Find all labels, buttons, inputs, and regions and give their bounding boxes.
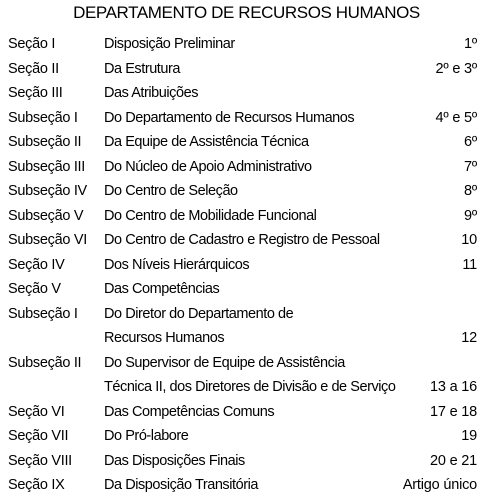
section-description: Do Diretor do Departamento de [104, 305, 294, 322]
article-reference: 9º [464, 207, 477, 224]
article-reference: 8º [464, 183, 477, 199]
toc-row [0, 57, 493, 82]
page-title: DEPARTAMENTO DE RECURSOS HUMANOS [73, 3, 420, 22]
article-reference: 12 [461, 330, 477, 346]
article-reference: 10 [461, 232, 477, 248]
article-reference: 4º e 5º [435, 109, 477, 126]
section-description: Do Núcleo de Apoio Administrativo [104, 158, 312, 175]
section-label: Subseção IV [8, 183, 87, 199]
toc-row [0, 424, 493, 449]
section-label: Subseção V [8, 207, 84, 224]
toc-row [0, 81, 493, 106]
section-label: Subseção II [8, 134, 82, 150]
section-description: Do Centro de Cadastro e Registro de Pessoal [104, 232, 380, 248]
article-reference: 19 [461, 428, 477, 444]
section-description: Da Equipe de Assistência Técnica [104, 134, 309, 150]
section-description: Do Centro de Seleção [104, 183, 238, 199]
section-description: Das Competências [104, 281, 220, 297]
section-description: Disposição Preliminar [104, 36, 235, 52]
toc-row [0, 228, 493, 253]
toc-row [0, 375, 493, 400]
section-label: Subseção I [8, 305, 78, 322]
section-label: Seção IX [8, 477, 65, 493]
section-description: Do Pró-labore [104, 428, 189, 444]
article-reference: 7º [464, 158, 477, 175]
section-description: Das Atribuições [104, 85, 198, 101]
article-reference: 1º [464, 36, 477, 52]
section-description: Da Disposição Transitória [104, 477, 258, 493]
toc-row [0, 204, 493, 229]
article-reference: 17 e 18 [430, 403, 477, 420]
section-description: Das Disposições Finais [104, 452, 245, 469]
toc-row [0, 32, 493, 57]
section-label: Seção I [8, 36, 56, 52]
article-reference: 6º [464, 134, 477, 150]
toc-row [0, 277, 493, 302]
section-label: Seção VI [8, 403, 65, 420]
toc-row [0, 253, 493, 278]
toc-row [0, 449, 493, 474]
section-label: Subseção III [8, 158, 86, 175]
section-description: Recursos Humanos [104, 330, 225, 346]
section-description: Do Supervisor de Equipe de Assistência [104, 354, 345, 371]
section-label: Seção III [8, 85, 63, 101]
section-description: Do Centro de Mobilidade Funcional [104, 207, 317, 224]
toc-row [0, 155, 493, 180]
section-label: Seção IV [8, 256, 65, 273]
toc-row [0, 351, 493, 376]
section-description: Das Competências Comuns [104, 403, 275, 420]
toc-row [0, 130, 493, 155]
section-label: Seção VII [8, 428, 69, 444]
article-reference: 13 a 16 [430, 379, 477, 395]
toc-row [0, 400, 493, 425]
section-label: Subseção VI [8, 232, 87, 248]
section-description: Da Estrutura [104, 60, 180, 77]
section-description: Dos Níveis Hierárquicos [104, 256, 250, 273]
toc-row [0, 473, 493, 498]
section-label: Subseção II [8, 354, 82, 371]
section-description: Técnica II, dos Diretores de Divisão e de Serviço [104, 379, 396, 395]
section-label: Seção II [8, 60, 59, 77]
section-label: Subseção I [8, 109, 78, 126]
article-reference: Artigo único [402, 477, 477, 493]
toc-row [0, 179, 493, 204]
section-label: Seção VIII [8, 452, 72, 469]
toc-row [0, 302, 493, 327]
article-reference: 11 [462, 256, 477, 273]
section-description: Do Departamento de Recursos Humanos [104, 109, 355, 126]
toc-row [0, 326, 493, 351]
article-reference: 20 e 21 [430, 452, 477, 469]
toc-row [0, 106, 493, 131]
table-of-contents [0, 32, 493, 498]
article-reference: 2º e 3º [435, 60, 477, 77]
section-label: Seção V [8, 281, 61, 297]
